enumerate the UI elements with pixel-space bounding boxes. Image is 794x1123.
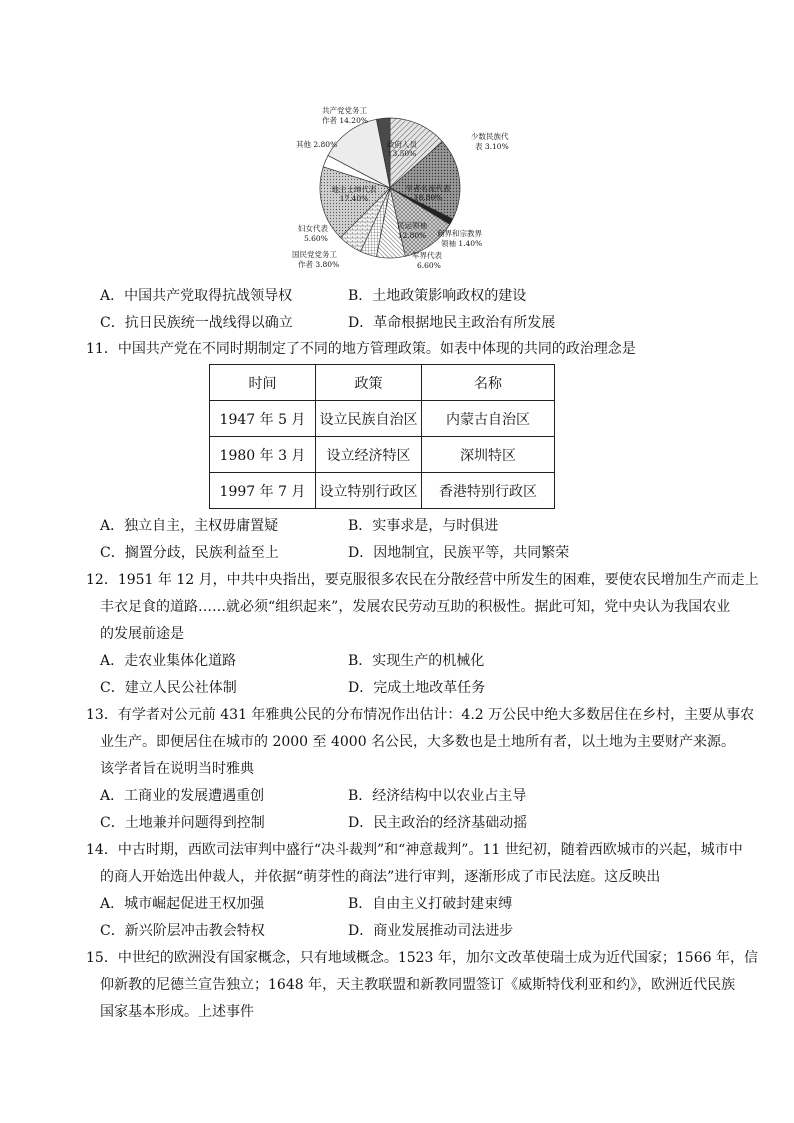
label-women-2: 5.60% (304, 234, 328, 243)
label-civil-2: 12.80% (397, 231, 427, 240)
q14-option-c: C．新兴阶层冲击教会特权 (100, 923, 265, 939)
table-cell: 设立特别行政区 (316, 473, 422, 509)
q12-option-b: B．实现生产的机械化 (348, 653, 485, 669)
pie-chart (290, 100, 510, 275)
q13-option-b: B．经济结构中以农业占主导 (348, 788, 527, 804)
q11-option-c: C．搁置分歧，民族利益至上 (100, 545, 279, 561)
q14-option-a: A．城市崛起促进王权加强 (100, 896, 265, 912)
q12-option-a: A．走农业集体化道路 (100, 653, 237, 669)
label-civil-1: 民运领袖 (397, 221, 427, 230)
table-header-cell: 时间 (210, 365, 316, 401)
q11-option-b: B．实事求是，与时俱进 (348, 518, 499, 534)
label-landlord-1: 地主士绅代表 (331, 185, 377, 194)
q13-option-d: D．民主政治的经济基础动摇 (348, 815, 528, 831)
label-cpc-2: 作者 14.20% (322, 116, 368, 125)
q10-option-d: D．革命根据地民主政治有所发展 (348, 315, 556, 331)
label-minority-1: 少数民族代 (471, 132, 509, 141)
q11-option-d: D．因地制宜，民族平等，共同繁荣 (348, 545, 570, 561)
q11-option-a: A．独立自主，主权毋庸置疑 (100, 518, 279, 534)
label-military-1: 军界代表 (412, 251, 442, 260)
q15-line-3: 国家基本形成。上述事件 (100, 1004, 254, 1020)
label-other: 其他 2.80% (296, 140, 338, 149)
q13-option-a: A．工商业的发展遭遇重创 (100, 788, 265, 804)
label-women-1: 妇女代表 (298, 224, 328, 233)
q10-option-a: A．中国共产党取得抗战领导权 (100, 288, 293, 304)
q14-option-d: D．商业发展推动司法进步 (348, 923, 514, 939)
table-header-cell: 政策 (316, 365, 422, 401)
table-cell: 深圳特区 (422, 437, 555, 473)
q13-option-c: C．土地兼并问题得到控制 (100, 815, 265, 831)
q12-line-3: 的发展前途是 (100, 626, 184, 642)
table-cell: 1997 年 7 月 (210, 473, 316, 509)
label-business-2: 领袖 1.40% (441, 239, 483, 248)
label-military-2: 6.60% (417, 261, 441, 270)
q14-option-b: B．自由主义打破封建束缚 (348, 896, 513, 912)
q14-line-2: 的商人开始选出仲裁人，并依据“萌芽性的商法”进行审判，逐渐形成了市民法庭。这反映出 (100, 869, 661, 885)
q15-line-1: 15．中世纪的欧洲没有国家概念，只有地域概念。1523 年，加尔文改革使瑞士成为近代国家；1566 年，信 (86, 950, 758, 966)
label-cpc-1: 共产党党务工 (322, 106, 367, 115)
table-row (210, 473, 555, 509)
q14-line-1: 14．中古时期，西欧司法审判中盛行“决斗裁判”和“神意裁判”。11 世纪初，随着西欧城市的兴起，城市中 (86, 842, 743, 858)
label-gov-2: 13.50% (387, 149, 417, 158)
q10-option-c: C．抗日民族统一战线得以确立 (100, 315, 293, 331)
label-scholar-2: 18.80% (413, 193, 443, 202)
q15-line-2: 仰新教的尼德兰宣告独立；1648 年，天主教联盟和新教同盟签订《威斯特伐利亚和约》，欧洲近代民族 (100, 977, 736, 993)
table-row (210, 401, 555, 437)
label-scholar-1: 学者名流代表 (405, 184, 451, 193)
table-cell: 1947 年 5 月 (210, 401, 316, 437)
label-gov-1: 政府人员 (387, 140, 417, 149)
q13-line-1: 13．有学者对公元前 431 年雅典公民的分布情况作出估计：4.2 万公民中绝大多数居住在乡村，主要从事农 (86, 707, 755, 723)
label-kmt-1: 国民党党务工 (292, 250, 337, 259)
q12-option-c: C．建立人民公社体制 (100, 680, 237, 696)
table-cell: 香港特别行政区 (422, 473, 555, 509)
table-cell: 1980 年 3 月 (210, 437, 316, 473)
table-cell: 内蒙古自治区 (422, 401, 555, 437)
q12-option-d: D．完成土地改革任务 (348, 680, 486, 696)
q10-option-b: B．土地政策影响政权的建设 (348, 288, 527, 304)
label-business-1: 商界和宗教界 (437, 229, 482, 238)
table-cell: 设立民族自治区 (316, 401, 422, 437)
label-minority-2: 表 3.10% (475, 142, 509, 151)
q11-stem: 11．中国共产党在不同时期制定了不同的地方管理政策。如表中体现的共同的政治理念是 (86, 341, 636, 357)
label-landlord-2: 17.40% (339, 194, 369, 203)
table-header-cell: 名称 (422, 365, 555, 401)
label-kmt-2: 作者 3.80% (298, 260, 340, 269)
q13-line-2: 业生产。即便居住在城市的 2000 至 4000 名公民，大多数也是土地所有者，以土地为主要财产来源。 (100, 734, 736, 750)
table-row (210, 437, 555, 473)
q13-line-3: 该学者旨在说明当时雅典 (100, 761, 254, 777)
q12-line-1: 12．1951 年 12 月，中共中央指出，要克服很多农民在分散经营中所发生的困难，要使农民增加生产而走上 (86, 572, 759, 588)
q12-line-2: 丰衣足食的道路……就必须“组织起来”，发展农民劳动互助的积极性。据此可知，党中央认为我国农业 (100, 599, 731, 615)
table-cell: 设立经济特区 (316, 437, 422, 473)
policy-table (209, 364, 555, 509)
table-header-row (210, 365, 555, 401)
